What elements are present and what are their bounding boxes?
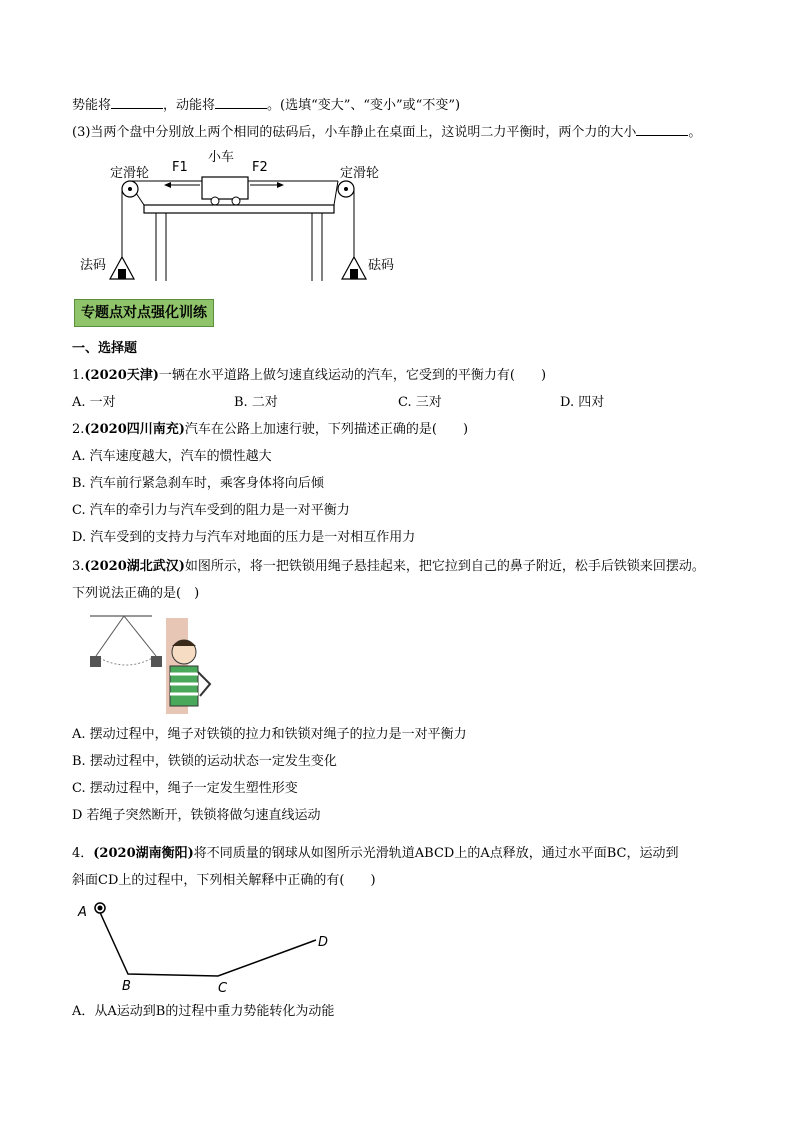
question-number: 1.: [72, 368, 85, 383]
prev-question-line1: [72, 96, 460, 115]
cart-pulley-figure: [80, 145, 400, 285]
rope: [96, 616, 124, 656]
question-number: 4．: [72, 846, 94, 861]
option-c[interactable]: C. 三对: [398, 395, 442, 410]
option-c[interactable]: C. 汽车的牵引力与汽车受到的阻力是一对平衡力: [72, 503, 350, 518]
answer-blank[interactable]: [215, 96, 267, 109]
right-pulley-label: 定滑轮: [340, 166, 380, 181]
pulley-axle: [128, 187, 132, 191]
car-label: 小车: [208, 150, 235, 165]
question-1: [72, 367, 546, 385]
lock: [90, 656, 101, 667]
cart: [202, 177, 248, 199]
option-a[interactable]: A. 摆动过程中，绳子对铁锁的拉力和铁锁对绳子的拉力是一对平衡力: [72, 727, 467, 742]
option-c[interactable]: C. 摆动过程中，绳子一定发生塑性形变: [72, 781, 298, 796]
question-number: 2.: [72, 422, 85, 437]
text-segment: 。: [688, 125, 702, 140]
option-d[interactable]: D. 汽车受到的支持力与汽车对地面的压力是一对相互作用力: [72, 530, 416, 545]
question-text: 如图所示，将一把铁锁用绳子悬挂起来，把它拉到自己的鼻子附近，松手后铁锁来回摆动。: [184, 559, 705, 574]
cart-wheel: [211, 197, 219, 205]
label-b: B: [122, 979, 131, 994]
question-4-text2: 斜面CD上的过程中，下列相关解释中正确的有( ): [72, 873, 376, 888]
question-2: [72, 421, 468, 439]
text-segment: 。(选填“变大”、“变小”或“不变”): [267, 98, 461, 113]
answer-blank[interactable]: [636, 123, 688, 136]
question-text: 汽车在公路上加速行驶，下列描述正确的是( ): [184, 422, 469, 437]
f1-label: F1: [172, 160, 188, 175]
question-4: [72, 845, 678, 863]
cart-wheel: [232, 197, 240, 205]
f2-arrowhead: [277, 182, 284, 188]
question-3: [72, 558, 705, 576]
question-text: 一辆在水平道路上做匀速直线运动的汽车，它受到的平衡力有( ): [158, 368, 547, 383]
table-top: [144, 205, 334, 213]
left-pulley-label: 定滑轮: [110, 166, 150, 181]
boy-arm: [198, 672, 210, 696]
weight-left: [118, 269, 126, 279]
question-source: (2020湖南衡阳): [93, 846, 194, 861]
question-3-text2: 下列说法正确的是( ): [72, 586, 200, 601]
option-a[interactable]: A. 一对: [72, 395, 116, 410]
boy-shirt: [170, 666, 198, 706]
question-source: (2020湖北武汉): [84, 559, 185, 574]
f2-label: F2: [252, 160, 268, 175]
table-edge: [334, 181, 338, 205]
option-d[interactable]: D. 四对: [560, 395, 605, 410]
question-source: (2020天津): [84, 368, 159, 383]
option-d[interactable]: D 若绳子突然断开，铁锁将做匀速直线运动: [72, 808, 321, 823]
rope: [124, 616, 156, 656]
swing-arc: [96, 656, 156, 665]
text-segment: (3)当两个盘中分别放上两个相同的砝码后，小车静止在桌面上，这说明二力平衡时，两个力的大小: [72, 125, 637, 140]
text-segment: 势能将: [72, 98, 112, 113]
answer-blank[interactable]: [111, 96, 163, 109]
section-heading: 一、选择题: [72, 341, 138, 356]
label-d: D: [318, 935, 329, 950]
pendulum-lock-figure: [82, 612, 217, 714]
track-abcd: [98, 908, 316, 976]
f1-arrowhead: [164, 182, 171, 188]
text-segment: ，动能将: [163, 98, 216, 113]
prev-question-line2: [72, 123, 701, 142]
right-weight-label: 砝码: [368, 258, 395, 273]
label-c: C: [218, 981, 228, 994]
question-text: 将不同质量的钢球从如图所示光滑轨道ABCD上的A点释放，通过水平面BC，运动到: [193, 846, 679, 861]
lock: [151, 656, 162, 667]
option-a[interactable]: A. 汽车速度越大，汽车的惯性越大: [72, 449, 272, 464]
option-b[interactable]: B. 二对: [234, 395, 278, 410]
option-b[interactable]: B. 摆动过程中，铁锁的运动状态一定发生变化: [72, 754, 337, 769]
question-source: (2020四川南充): [84, 422, 185, 437]
track-figure: [72, 898, 342, 994]
option-b[interactable]: B. 汽车前行紧急刹车时，乘客身体将向后倾: [72, 476, 324, 491]
left-weight-label: 法码: [80, 258, 107, 273]
pulley-axle: [344, 187, 348, 191]
option-a[interactable]: A．从A运动到B的过程中重力势能转化为动能: [72, 1004, 335, 1019]
section-banner: 专题点对点强化训练: [74, 299, 214, 327]
question-number: 3.: [72, 559, 85, 574]
label-a: A: [78, 905, 87, 920]
steel-ball-core: [98, 906, 103, 911]
weight-right: [350, 269, 358, 279]
